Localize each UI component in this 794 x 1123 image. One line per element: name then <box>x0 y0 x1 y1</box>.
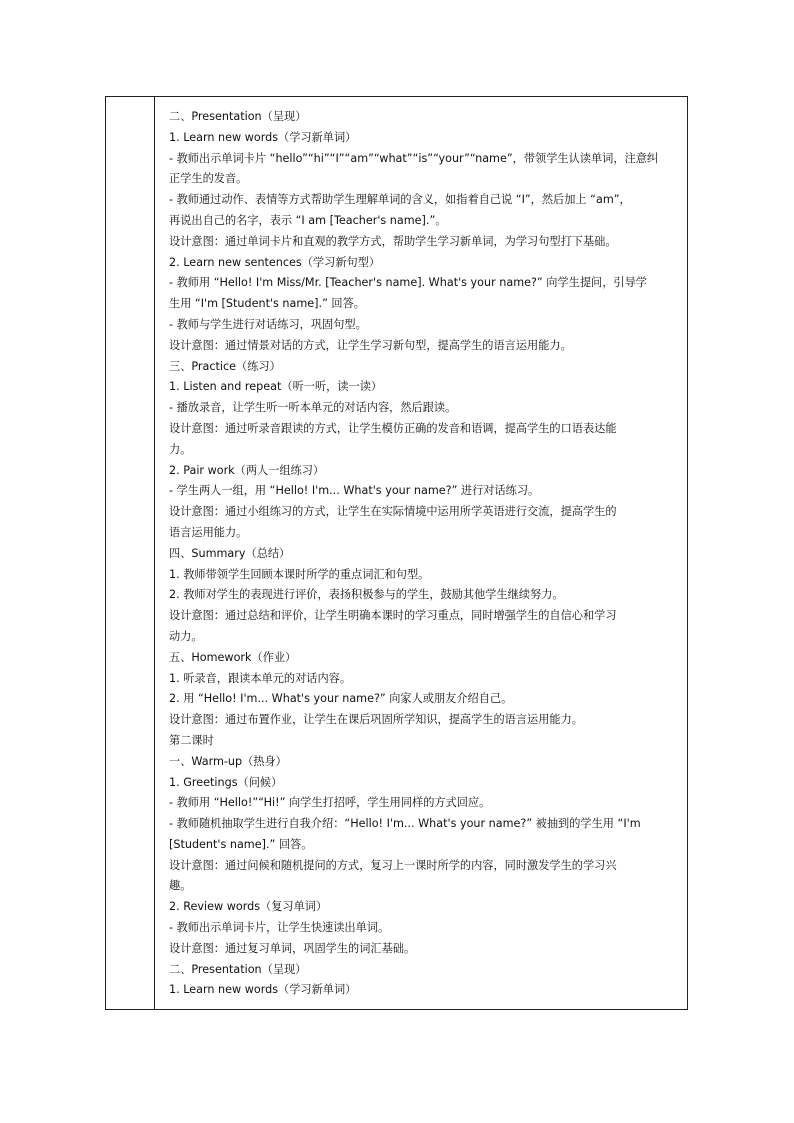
text-line: 再说出自己的名字，表示 “I am [Teacher's name].”。 <box>169 213 447 227</box>
text-line: 二、Presentation（呈现） <box>169 962 307 976</box>
text-line: 生用 “I'm [Student's name].” 回答。 <box>169 297 365 311</box>
text-line: - 教师用 “Hello!”“Hi!” 向学生打招呼，学生用同样的方式回应。 <box>169 796 491 810</box>
text-line: - 教师用 “Hello! I'm Miss/Mr. [Teacher's name]. What's your name?” 向学生提问，引导学 <box>169 276 647 290</box>
text-line: 正学生的发音。 <box>169 172 248 186</box>
text-line: 二、Presentation（呈现） <box>169 110 307 123</box>
text-line: 1. 听录音，跟读本单元的对话内容。 <box>169 671 352 685</box>
text-line: 三、Practice（练习） <box>169 359 281 373</box>
text-line: 1. Greetings（问候） <box>169 775 283 789</box>
text-line: 2. Learn new sentences（学习新句型） <box>169 255 381 269</box>
text-line: 设计意图：通过复习单词，巩固学生的词汇基础。 <box>169 941 416 955</box>
lesson-plan-table <box>105 96 688 1010</box>
text-line: - 教师出示单词卡片 “hello”“hi”“I”“am”“what”“is”“your”“name”，带领学生认读单词，注意纠 <box>169 151 659 165</box>
text-line: - 学生两人一组，用 “Hello! I'm... What's your name?” 进行对话练习。 <box>169 484 540 498</box>
text-line: 1. Learn new words（学习新单词） <box>169 983 357 997</box>
text-line: 2. Review words（复习单词） <box>169 900 328 914</box>
text-line: - 教师出示单词卡片，让学生快速读出单词。 <box>169 921 390 935</box>
text-line: 设计意图：通过问候和随机提问的方式，复习上一课时所学的内容，同时激发学生的学习兴 <box>169 858 617 872</box>
lesson-content <box>169 107 679 1001</box>
text-line: 1. 教师带领学生回顾本课时所学的重点词汇和句型。 <box>169 567 430 581</box>
column-divider <box>154 97 155 1009</box>
text-line: 2. Pair work（两人一组练习） <box>169 463 325 477</box>
text-line: 第二课时 <box>169 733 214 747</box>
text-line: - 教师与学生进行对话练习，巩固句型。 <box>169 317 367 331</box>
text-line: 设计意图：通过小组练习的方式，让学生在实际情境中运用所学英语进行交流，提高学生的 <box>169 505 617 519</box>
text-line: [Student's name].” 回答。 <box>169 837 313 851</box>
text-line: - 播放录音，让学生听一听本单元的对话内容，然后跟读。 <box>169 401 457 415</box>
text-line: 2. 教师对学生的表现进行评价，表扬积极参与的学生，鼓励其他学生继续努力。 <box>169 588 564 602</box>
text-line: 设计意图：通过总结和评价，让学生明确本课时的学习重点，同时增强学生的自信心和学习 <box>169 609 617 623</box>
text-line: 一、Warm-up（热身） <box>169 754 287 768</box>
text-line: 设计意图：通过情景对话的方式，让学生学习新句型，提高学生的语言运用能力。 <box>169 338 572 352</box>
text-line: 2. 用 “Hello! I'm... What's your name?” 向家人或朋友介绍自己。 <box>169 692 513 706</box>
text-line: 设计意图：通过听录音跟读的方式，让学生模仿正确的发音和语调，提高学生的口语表达能 <box>169 421 617 435</box>
text-line: 四、Summary（总结） <box>169 546 291 560</box>
text-line: 趣。 <box>169 879 192 893</box>
text-line: 1. Learn new words（学习新单词） <box>169 130 357 144</box>
text-line: 五、Homework（作业） <box>169 650 297 664</box>
text-line: 设计意图：通过布置作业，让学生在课后巩固所学知识，提高学生的语言运用能力。 <box>169 713 583 727</box>
text-line: - 教师随机抽取学生进行自我介绍：“Hello! I'm... What's your name?” 被抽到的学生用 “I'm <box>169 817 641 831</box>
text-line: 力。 <box>169 442 192 456</box>
text-line: 1. Listen and repeat（听一听，读一读） <box>169 380 383 394</box>
text-line: 设计意图：通过单词卡片和直观的教学方式，帮助学生学习新单词，为学习句型打下基础。 <box>169 234 617 248</box>
text-line: 动力。 <box>169 629 203 643</box>
text-line: 语言运用能力。 <box>169 525 248 539</box>
text-line: - 教师通过动作、表情等方式帮助学生理解单词的含义，如指着自己说 “I”，然后加上 “am”， <box>169 193 631 207</box>
